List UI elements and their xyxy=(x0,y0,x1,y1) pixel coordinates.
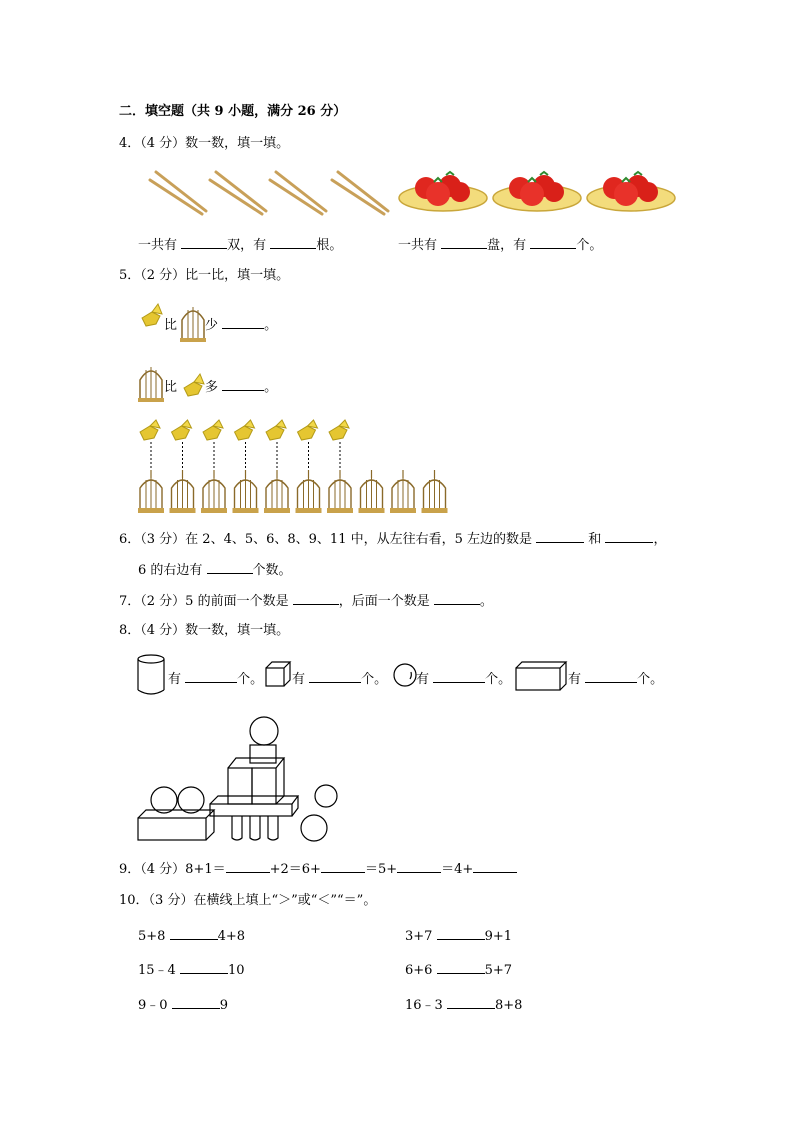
answer-blank[interactable] xyxy=(226,860,270,873)
answer-blank[interactable] xyxy=(437,927,485,940)
bird-icon xyxy=(298,420,318,470)
answer-blank[interactable] xyxy=(433,670,485,683)
chopsticks-icon xyxy=(270,172,326,214)
bird-icon xyxy=(203,420,223,470)
answer-blank[interactable] xyxy=(181,236,227,249)
bird-icon xyxy=(172,420,192,470)
answer-blank[interactable] xyxy=(207,561,253,574)
answer-blank[interactable] xyxy=(437,961,485,974)
bird-icon xyxy=(140,420,160,470)
answer-blank[interactable] xyxy=(180,961,228,974)
q5-birds-and-cages xyxy=(136,418,452,516)
cube-icon xyxy=(266,662,290,686)
answer-blank[interactable] xyxy=(170,927,218,940)
cylinder-icon xyxy=(232,816,278,840)
bird-icon xyxy=(266,420,286,470)
sphere-icon xyxy=(151,787,177,813)
question-4-title: 4．（4 分）数一数，填一填。 xyxy=(119,136,290,151)
question-8-title: 8．（4 分）数一数，填一填。 xyxy=(119,623,290,638)
answer-blank[interactable] xyxy=(222,316,264,329)
answer-blank[interactable] xyxy=(530,236,576,249)
q8-count-sphere: 有 个。 xyxy=(416,672,512,687)
question-7: 7．（2 分）5 的前面一个数是 ，后面一个数是 。 xyxy=(119,594,493,609)
tomato-plate-icon xyxy=(587,172,675,211)
answer-blank[interactable] xyxy=(185,670,237,683)
cage-icon xyxy=(296,470,322,513)
question-6-line2: 6 的右边有 个数。 xyxy=(138,563,292,578)
tomato-plate-icon xyxy=(399,172,487,211)
q10-row-2-left: 15﹣4 10 xyxy=(138,963,245,978)
q8-count-cylinder: 有 个。 xyxy=(168,672,264,687)
q5-line1: 比 少 。 xyxy=(164,318,278,333)
cage-icon xyxy=(201,470,227,513)
answer-blank[interactable] xyxy=(222,378,264,391)
answer-blank[interactable] xyxy=(536,530,584,543)
answer-blank[interactable] xyxy=(397,860,441,873)
q10-row-3-right: 16﹣3 8+8 xyxy=(405,998,523,1013)
answer-blank[interactable] xyxy=(605,530,653,543)
bird-icon xyxy=(235,420,255,470)
question-5-title: 5．（2 分）比一比，填一填。 xyxy=(119,268,290,283)
tomato-plate-icon xyxy=(493,172,581,211)
cage-icon xyxy=(359,470,385,513)
answer-blank[interactable] xyxy=(309,670,361,683)
bird-icon xyxy=(329,420,349,470)
cube-icon xyxy=(250,745,276,763)
answer-blank[interactable] xyxy=(434,592,480,605)
cylinder-icon xyxy=(138,655,164,694)
answer-blank[interactable] xyxy=(473,860,517,873)
section-title: 二．填空题（共 9 小题，满分 26 分） xyxy=(119,104,347,119)
cube-icon xyxy=(228,758,284,804)
question-6-line1: 6．（3 分）在 2、4、5、6、8、9、11 中，从左往右看，5 左边的数是 和 ， xyxy=(119,532,667,547)
question-9: 9．（4 分）8+1＝ +2＝6+ ＝5+ ＝4+ xyxy=(119,860,517,878)
answer-blank[interactable] xyxy=(441,236,487,249)
answer-blank[interactable] xyxy=(447,996,495,1009)
answer-blank[interactable] xyxy=(270,236,316,249)
bird-icon xyxy=(142,304,162,326)
answer-blank[interactable] xyxy=(585,670,637,683)
q8-shape-composition xyxy=(136,714,346,846)
cage-icon xyxy=(390,470,416,513)
cuboid-icon xyxy=(516,662,566,690)
q10-row-3-left: 9﹣0 9 xyxy=(138,998,228,1013)
cage-icon xyxy=(170,470,196,513)
sphere-icon xyxy=(301,815,327,841)
sphere-icon xyxy=(394,664,416,686)
q5-line2: 比 多 。 xyxy=(164,380,278,395)
cage-icon xyxy=(138,367,164,402)
answer-blank[interactable] xyxy=(293,592,339,605)
q10-row-1-right: 3+7 9+1 xyxy=(405,929,513,944)
q8-count-cuboid: 有 个。 xyxy=(568,672,664,687)
chopsticks-icon xyxy=(332,172,388,214)
cuboid-icon xyxy=(210,796,298,816)
cage-icon xyxy=(233,470,259,513)
answer-blank[interactable] xyxy=(321,860,365,873)
sphere-icon xyxy=(250,717,278,745)
sphere-icon xyxy=(178,787,204,813)
sphere-icon xyxy=(315,785,337,807)
q10-row-1-left: 5+8 4+8 xyxy=(138,929,246,944)
cuboid-icon xyxy=(138,810,214,840)
chopsticks-icon xyxy=(210,172,266,214)
answer-blank[interactable] xyxy=(172,996,220,1009)
q4-chopsticks-line: 一共有 双，有 根。 xyxy=(138,238,343,253)
cage-icon xyxy=(264,470,290,513)
q4-plates-line: 一共有 盘，有 个。 xyxy=(398,238,603,253)
cage-icon xyxy=(327,470,353,513)
question-10-title: 10．（3 分）在横线上填上“＞”或“＜”“＝”。 xyxy=(119,893,377,908)
q4-picture xyxy=(140,162,680,222)
q10-row-2-right: 6+6 5+7 xyxy=(405,963,513,978)
chopsticks-icon xyxy=(150,172,206,214)
q8-count-cube: 有 个。 xyxy=(292,672,388,687)
cage-icon xyxy=(422,470,448,513)
cage-icon xyxy=(138,470,164,513)
